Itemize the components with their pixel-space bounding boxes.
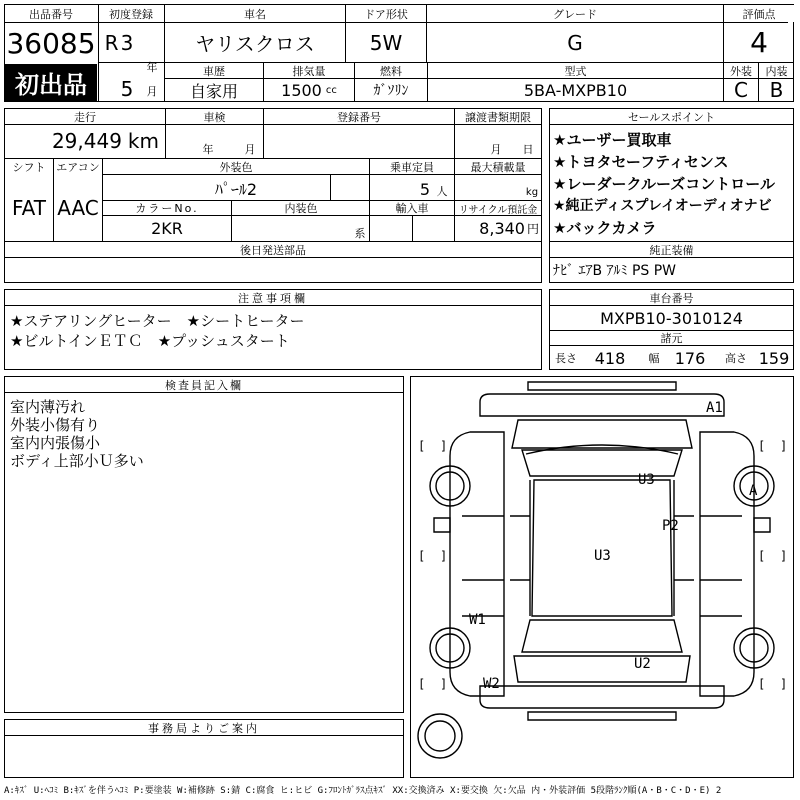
shift-value: FAT bbox=[11, 196, 46, 220]
damage-a-wheel: A bbox=[749, 483, 758, 499]
svg-text:[: [ bbox=[758, 677, 766, 691]
score-value: 4 bbox=[750, 26, 768, 59]
fuel-value: ｶﾞｿﾘﾝ bbox=[373, 83, 409, 99]
fuel-label: 燃料 bbox=[380, 64, 402, 78]
inspector-line-1: 室内薄汚れ bbox=[10, 398, 86, 416]
sales-label: セールスポイント bbox=[627, 110, 715, 124]
damage-a1: A1 bbox=[706, 400, 723, 416]
svg-text:]: ] bbox=[440, 439, 448, 453]
length-value: 418 bbox=[594, 348, 626, 368]
svg-text:]: ] bbox=[780, 439, 788, 453]
ac-label: エアコン bbox=[56, 160, 100, 174]
history-value: 自家用 bbox=[189, 81, 238, 101]
load-unit: kg bbox=[525, 186, 539, 198]
length-label: 長さ bbox=[555, 352, 577, 365]
mileage-label: 走行 bbox=[74, 110, 96, 124]
color-label: 外装色 bbox=[219, 160, 253, 174]
chassis-label: 車台番号 bbox=[649, 291, 694, 305]
notes-line-2: ★ビルトインＥＴＣ ★プッシュスタート bbox=[10, 332, 290, 350]
damage-u3-top: U3 bbox=[638, 472, 655, 488]
grade-label: グレード bbox=[427, 5, 723, 22]
sales-point-4: ★純正ディスプレイオーディオナビ bbox=[553, 198, 772, 214]
insp-month-unit: 月 bbox=[244, 143, 256, 156]
svg-text:]: ] bbox=[440, 549, 448, 563]
load-label: 最大積載量 bbox=[470, 160, 526, 174]
door-label: ドア形状 bbox=[346, 5, 426, 22]
shift-label: シフト bbox=[12, 160, 46, 174]
grade-value: G bbox=[567, 30, 583, 55]
reg-label: 初度登録 bbox=[99, 5, 163, 22]
svg-text:[: [ bbox=[418, 439, 426, 453]
height-value: 159 bbox=[758, 348, 790, 368]
svg-text:[: [ bbox=[758, 439, 766, 453]
lot-label: 出品番号 bbox=[5, 5, 97, 22]
month-unit: 月 bbox=[146, 85, 158, 98]
recycle-value: 8,340 円 bbox=[479, 219, 539, 238]
svg-text:[: [ bbox=[758, 549, 766, 563]
svg-text:[: [ bbox=[418, 549, 426, 563]
equipment-value: ﾅﾋﾞ ｴｱB ｱﾙﾐ PS PW bbox=[553, 263, 677, 279]
capacity-value: 5 bbox=[419, 179, 430, 199]
import-label: 輸入車 bbox=[395, 202, 429, 215]
recycle-label: リサイクル預託金 bbox=[458, 204, 538, 216]
inspector-line-2: 外装小傷有り bbox=[10, 416, 101, 434]
capacity-unit: 人 bbox=[436, 185, 448, 198]
damage-w2: W2 bbox=[483, 676, 500, 692]
notes-label: 注意事項欄 bbox=[238, 291, 308, 305]
year-unit: 年 bbox=[146, 61, 158, 74]
reg-month: 5 bbox=[120, 77, 134, 101]
svg-text:]: ] bbox=[780, 677, 788, 691]
interior-color-suffix: 系 bbox=[354, 227, 366, 240]
color-no-label: カラーNo. bbox=[135, 202, 199, 215]
svg-text:[: [ bbox=[418, 677, 426, 691]
ac-value: AAC bbox=[57, 196, 99, 220]
interior-color-label: 内装色 bbox=[284, 202, 318, 215]
model-value: 5BA-MXPB10 bbox=[523, 80, 628, 100]
car-name: ヤリスクロス bbox=[195, 32, 315, 56]
model-label: 型式 bbox=[564, 64, 587, 78]
damage-u2: U2 bbox=[634, 656, 651, 672]
sales-point-5: ★バックカメラ bbox=[553, 219, 657, 237]
width-label: 幅 bbox=[648, 352, 660, 365]
legend: A:ｷｽﾞ U:ﾍｺﾐ B:ｷｽﾞを伴うﾍｺﾐ P:要塗装 W:補修跡 S:錆 C:腐食 ヒ:ヒビ G:ﾌﾛﾝﾄｶﾞﾗｽ点ｷｽﾞ XX:交換済み X:要交換 欠:欠品 内・外装評価 5段階ﾗﾝｸ順(A・B・C・D・E) 2 bbox=[4, 785, 722, 796]
insp-year-unit: 年 bbox=[202, 143, 214, 156]
notes-line-1: ★ステアリングヒーター ★シートヒーター bbox=[10, 312, 305, 330]
ext-label: 外装 bbox=[730, 64, 752, 78]
mileage-value: 29,449 km bbox=[51, 129, 159, 153]
transfer-month-unit: 月 bbox=[490, 143, 502, 156]
chassis-value: MXPB10-3010124 bbox=[600, 308, 743, 328]
svg-text:]: ] bbox=[440, 677, 448, 691]
damage-p2: P2 bbox=[662, 518, 679, 534]
damage-u3-mid: U3 bbox=[594, 548, 611, 564]
int-grade: B bbox=[769, 78, 784, 102]
displacement-label: 排気量 bbox=[292, 64, 326, 78]
specs-label: 諸元 bbox=[660, 332, 683, 345]
door-value: 5W bbox=[369, 30, 403, 55]
sales-point-2: ★トヨタセーフティセンス bbox=[553, 153, 729, 171]
equipment-label: 純正装備 bbox=[649, 243, 694, 257]
ext-grade: C bbox=[734, 78, 748, 102]
height-label: 高さ bbox=[725, 352, 747, 365]
office-label: 事務局よりご案内 bbox=[148, 721, 260, 735]
capacity-label: 乗車定員 bbox=[390, 160, 434, 174]
damage-w1: W1 bbox=[469, 612, 486, 628]
history-label: 車歴 bbox=[203, 64, 225, 78]
inspector-line-3: 室内内張傷小 bbox=[10, 434, 101, 452]
car-diagram bbox=[410, 376, 794, 778]
inspection-label: 車検 bbox=[203, 110, 226, 124]
int-label: 内装 bbox=[765, 64, 788, 78]
lot-number: 36085 bbox=[6, 26, 96, 60]
displacement-value: 1500 cc bbox=[281, 80, 337, 100]
transfer-label: 譲渡書類期限 bbox=[465, 110, 531, 124]
color-no-value: 2KR bbox=[151, 219, 183, 238]
reg-era: R 3 bbox=[104, 31, 134, 55]
name-label: 車名 bbox=[165, 5, 345, 22]
transfer-day-unit: 日 bbox=[522, 143, 534, 156]
inspector-label: 検査員記入欄 bbox=[165, 378, 243, 392]
regno-label: 登録番号 bbox=[337, 110, 381, 124]
later-parts-label: 後日発送部品 bbox=[240, 243, 306, 257]
width-value: 176 bbox=[674, 348, 706, 368]
inspector-line-4: ボディ上部小Ｕ多い bbox=[10, 452, 144, 470]
first-listing-badge: 初出品 bbox=[5, 64, 97, 101]
color-value: ﾊﾟｰﾙ2 bbox=[214, 179, 258, 199]
sales-point-3: ★レーダークルーズコントロール bbox=[553, 175, 775, 193]
svg-text:]: ] bbox=[780, 549, 788, 563]
sales-point-1: ★ユーザー買取車 bbox=[553, 131, 672, 149]
score-label: 評価点 bbox=[724, 5, 794, 22]
